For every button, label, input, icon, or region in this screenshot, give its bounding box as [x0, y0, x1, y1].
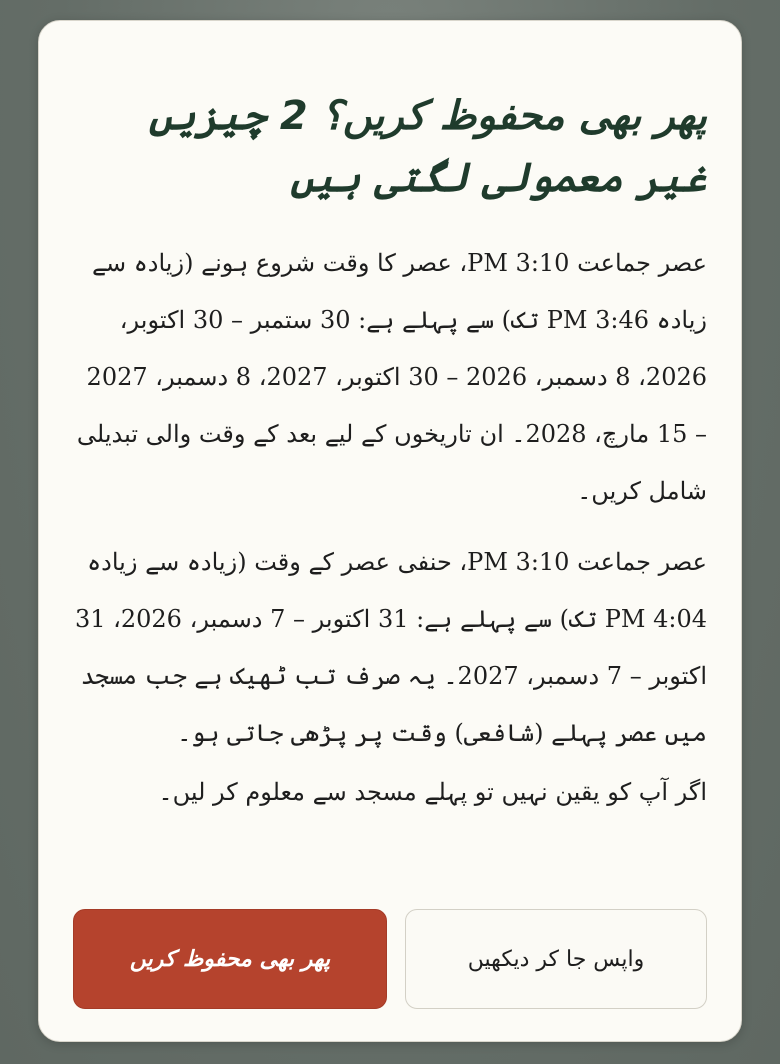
dialog-content	[73, 85, 707, 821]
dialog-actions	[73, 909, 707, 1009]
advice-paragraph: اگر آپ کو یقین نہیں تو پہلے مسجد سے معلوم کر لیں۔	[158, 778, 707, 806]
go-back-button[interactable]: واپس جا کر دیکھیں	[405, 909, 707, 1009]
warning-paragraph-asr-start: عصر جماعت 3:10 PM، عصر کا وقت شروع ہونے (زیادہ سے زیادہ 3:46 PM تک) سے پہلے ہے: 30 ستمبر – 30 اکتوبر، 2026، 8 دسمبر، 2026 – 30 اکتوبر، 2027، 8 دسمبر، 2027 – 15 مارچ، 2028۔ ان تاریخوں کے لیے بعد کے وقت والی تبدیلی شامل کریں۔	[76, 249, 707, 505]
dialog-title: پھر بھی محفوظ کریں؟ 2 چیزیں غیر معمولی لگتی ہیں	[148, 93, 707, 201]
save-anyway-button[interactable]: پھر بھی محفوظ کریں	[73, 909, 387, 1009]
warning-paragraph-hanafi-asr: عصر جماعت 3:10 PM، حنفی عصر کے وقت (زیادہ سے زیادہ 4:04 PM تک) سے پہلے ہے: 31 اکتوبر – 7 دسمبر، 2026، 31 اکتوبر – 7 دسمبر، 2027۔ یہ صرف تب ٹھیک ہے جب مسجد میں عصر پہلے (شافعی) وقت پر پڑھی جاتی ہو۔	[74, 548, 707, 747]
confirm-save-dialog	[38, 20, 742, 1042]
